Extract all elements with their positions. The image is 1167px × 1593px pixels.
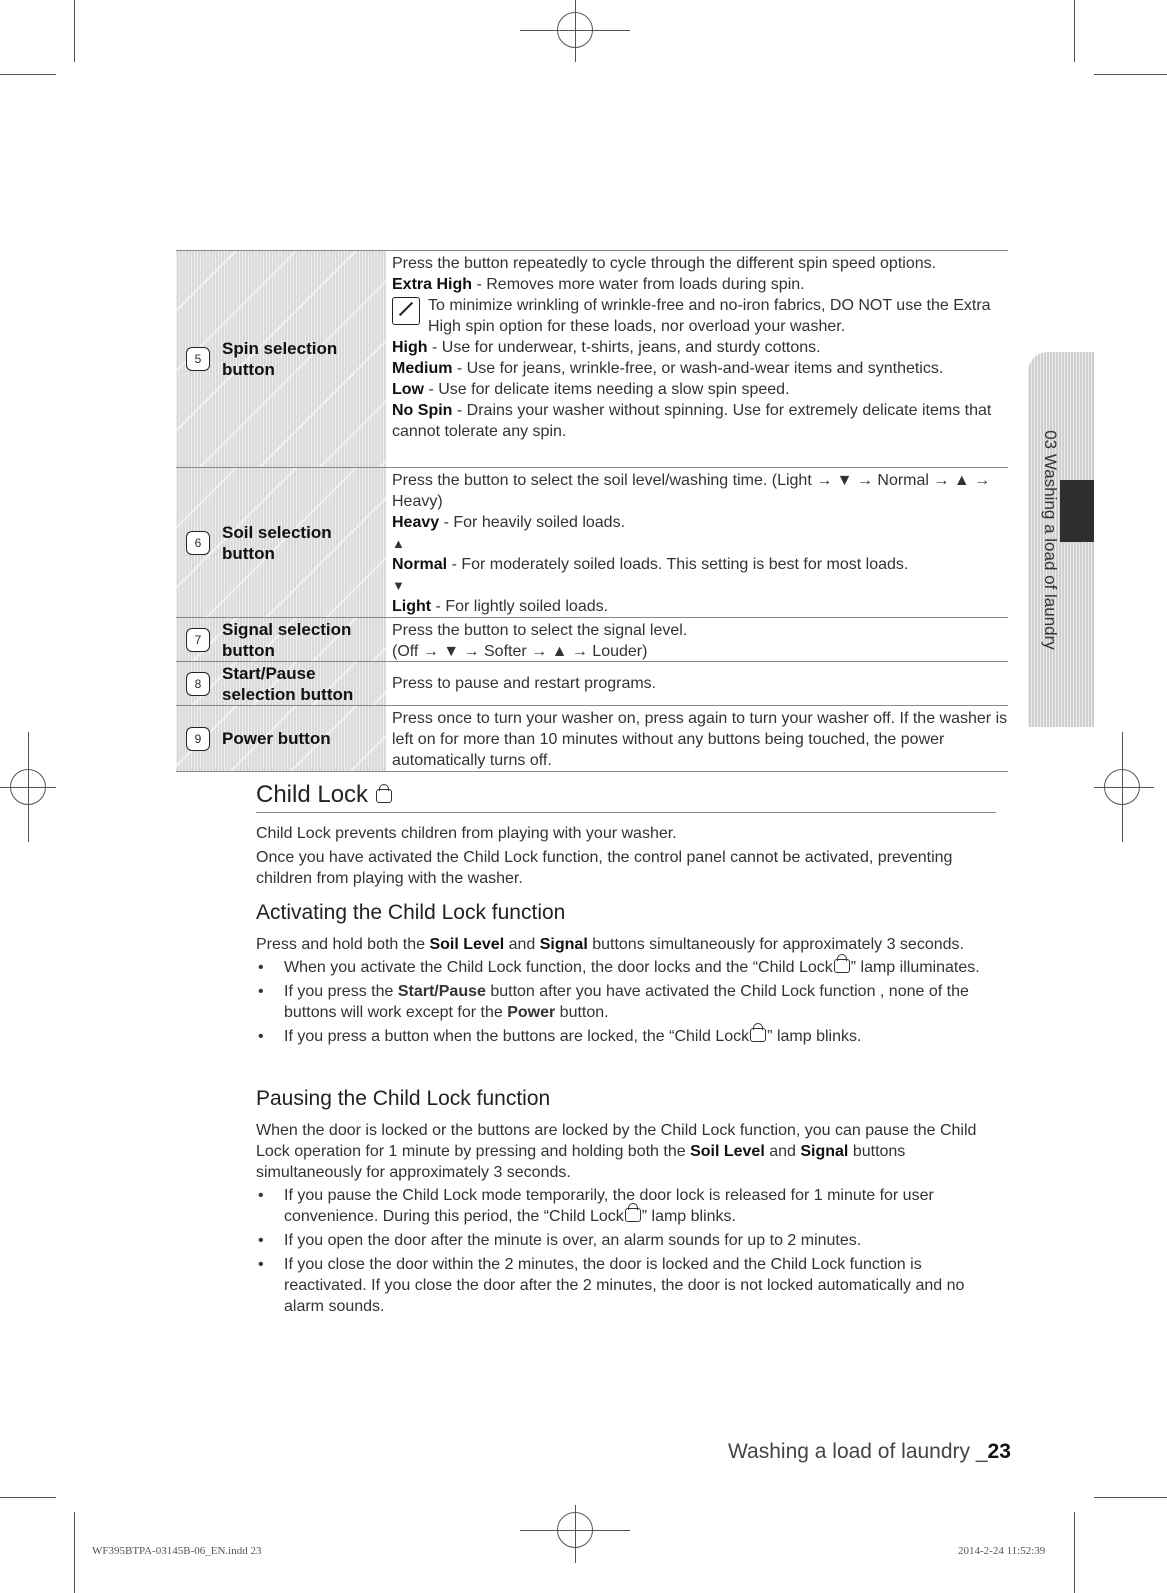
description-line: Press to pause and restart programs. [392,675,657,692]
chapter-side-text: 03 Washing a load of laundry [1041,430,1060,650]
bullet-list [256,957,996,1047]
crop-mark [1094,1497,1167,1498]
feature-name-line: Spin selection [222,339,338,358]
child-lock-section [256,781,996,889]
table-row-start-pause [176,662,1008,706]
list-item [284,1185,996,1227]
feature-name-line: button [222,360,275,379]
subsection-heading: Activating the Child Lock function [256,901,566,924]
row-label-cell [176,706,386,771]
option-item [392,274,1008,295]
list-item [284,981,996,1023]
option-label: Heavy [392,514,440,531]
option-label: Extra High [392,276,473,293]
list-item: • If you open the door after the minute is over, an alarm sounds for up to 2 minutes. [284,1230,996,1251]
crop-mark [1074,1512,1075,1593]
option-item [392,379,1008,400]
number-badge: 6 [186,531,210,555]
description-line: Press once to turn your washer on, press again to turn your washer off. If the washer is left on for more than 10 minutes without any buttons being touched, the power automatically turns off. [392,710,1008,769]
option-text: - For moderately soiled loads. This setting is best for most loads. [447,556,909,573]
option-label: High [392,339,428,356]
child-lock-icon [376,789,392,803]
child-lock-icon [625,1208,641,1222]
description-line: Press the button to select the signal level. [392,622,688,639]
bold-run: Soil Level [690,1143,765,1160]
option-label: Normal [392,556,448,573]
row-label-cell [176,662,386,705]
note-text: To minimize wrinkling of wrinkle-free and no-iron fabrics, DO NOT use the Extra High spin option for these loads, nor overload your washer. [428,297,991,335]
option-item [392,358,1008,379]
option-item [392,554,1008,575]
chapter-tab-marker [1060,480,1094,542]
text-run: buttons simultaneously for approximately 3 seconds. [587,936,964,953]
option-label: Medium [392,360,453,377]
feature-name-line: Start/Pause [222,663,316,683]
section-heading [256,781,996,813]
table-row-power [176,706,1008,772]
row-description [386,662,1008,705]
number-badge: 5 [186,347,210,371]
registration-circle [1104,769,1140,805]
crop-mark [0,74,56,75]
number-badge: 7 [186,628,210,652]
feature-name [222,663,353,705]
row-label-cell [176,251,386,467]
paragraph: Child Lock prevents children from playing with your washer. [256,825,677,842]
list-item: • If you close the door within the 2 minutes, the door is locked and the Child Lock function is reactivated. If you close the door after the 2 minutes, the door is not locked automatically and no alarm sounds. [284,1254,996,1317]
page-footer [728,1440,1011,1464]
row-description [386,251,1008,467]
option-label: Light [392,598,432,615]
paragraph [256,1120,996,1183]
child-lock-icon [750,1028,766,1042]
description-line: (Off → ▼ → Softer → ▲ → Louder) [392,643,648,660]
text-run: Press and hold both the [256,936,430,953]
crop-mark [1074,0,1075,62]
text-run: buttons simultaneously for approximately 3 seconds. [256,1143,906,1181]
description-intro: Press the button to select the soil level/washing time. (Light → ▼ → Normal → ▲ → Heavy) [392,472,991,510]
bold-run: Start/Pause [397,983,486,1000]
registration-circle [10,769,46,805]
option-item [392,400,1008,442]
option-item [392,596,1008,617]
feature-table [176,250,1008,772]
text-run: If you press the [284,983,398,1000]
table-row-soil [176,468,1008,618]
paragraph: Once you have activated the Child Lock function, the control panel cannot be activated, preventing children from playing with the washer. [256,849,953,887]
up-arrow-icon: ▲ [392,536,405,551]
crop-mark [0,1497,56,1498]
print-slug-left: WF395BTPA-03145B-06_EN.indd 23 [92,1545,262,1557]
crop-mark [74,1512,75,1593]
registration-circle [557,12,593,48]
text-run: When the door is locked or the buttons are locked by the Child Lock function, you can pause the Child Lock operation for 1 minute by pressing and holding both the [256,1122,977,1160]
option-label: No Spin [392,402,453,419]
crop-mark [1094,74,1167,75]
text-run: button. [555,1004,609,1021]
crop-mark [74,0,75,62]
feature-name [222,522,332,564]
description-intro: Press the button repeatedly to cycle through the different spin speed options. [392,255,937,272]
option-label: Low [392,381,424,398]
bullet-list [256,1185,996,1317]
list-item [284,957,996,978]
note-pencil-icon [392,297,420,325]
feature-name-line: Signal selection [222,619,352,639]
print-slug-right: 2014-2-24 11:52:39 [958,1545,1046,1557]
text-run: If you pause the Child Lock mode temporarily, the door lock is released for 1 minute for user convenience. During this period, the “Child Lock [284,1187,934,1225]
bold-run: Power [507,1004,556,1021]
text-run: and [764,1143,801,1160]
row-label-cell [176,618,386,661]
registration-circle [557,1512,593,1548]
text-run: If you press a button when the buttons are locked, the “Child Lock [284,1028,750,1045]
pausing-section [256,1087,996,1320]
row-description [386,706,1008,771]
bold-run: Signal [539,936,588,953]
feature-name-line: button [222,543,275,563]
number-badge: 9 [186,727,210,751]
paragraph [256,934,996,955]
feature-name: Power button [222,729,331,748]
row-description [386,618,1008,661]
child-lock-icon [834,959,850,973]
text-run: ” lamp blinks. [641,1208,736,1225]
row-label-cell [176,468,386,617]
option-text: - Use for delicate items needing a slow spin speed. [424,381,790,398]
row-description [386,468,1008,617]
feature-name [222,338,337,380]
option-text: - Drains your washer without spinning. Use for extremely delicate items that cannot tolerate any spin. [392,402,992,440]
activating-section [256,901,996,1050]
option-text: - For heavily soiled loads. [439,514,626,531]
down-arrow-icon: ▼ [392,578,405,593]
subsection-heading: Pausing the Child Lock function [256,1087,551,1110]
number-badge: 8 [186,672,210,696]
feature-name-line: selection button [222,684,354,704]
option-text: - Use for jeans, wrinkle-free, or wash-and-wear items and synthetics. [452,360,944,377]
section-heading-text: Child Lock [256,781,369,808]
table-row-spin [176,251,1008,468]
text-run: ” lamp illuminates. [850,959,980,976]
option-text: - Removes more water from loads during spin. [472,276,805,293]
list-item [284,1026,996,1047]
option-text: - For lightly soiled loads. [431,598,609,615]
page-number: 23 [987,1440,1011,1463]
text-run: button after you have activated the Child Lock function , none of the buttons will work except for the [284,983,969,1021]
option-text: - Use for underwear, t-shirts, jeans, and sturdy cottons. [427,339,821,356]
text-run: When you activate the Child Lock function, the door locks and the “Child Lock [284,959,833,976]
feature-name-line: button [222,640,275,660]
option-item [392,337,1008,358]
text-run: ” lamp blinks. [767,1028,862,1045]
text-run: and [504,936,540,953]
note [392,295,1008,337]
feature-name [222,619,351,661]
footer-text: Washing a load of laundry _ [728,1440,988,1463]
bold-run: Soil Level [429,936,505,953]
table-row-signal [176,618,1008,662]
feature-name-line: Soil selection [222,522,332,542]
option-item [392,512,1008,533]
bold-run: Signal [800,1143,849,1160]
